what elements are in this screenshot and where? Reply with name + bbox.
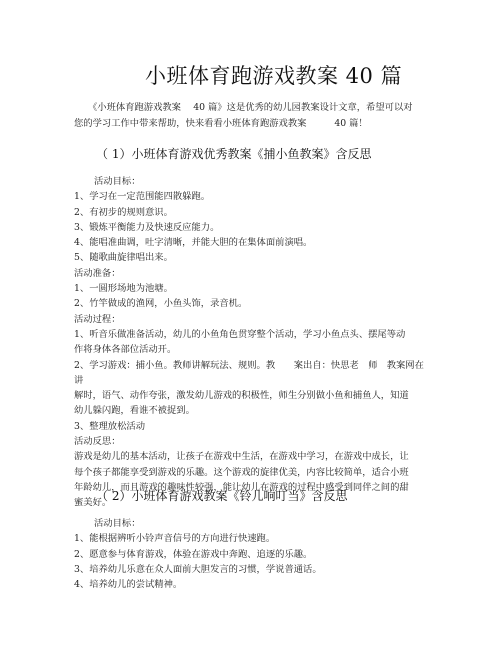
section-1-line: 3、锻炼平衡能力及快速反应能力。: [74, 221, 220, 233]
section-1-line: 1、学习在一定范围能四散躲跑。: [74, 191, 211, 203]
section-1-line: 活动目标：: [94, 176, 141, 187]
section-1-line: 活动准备：: [74, 267, 121, 279]
intro-line-2: 您的学习工作中带来帮助，快来看看小班体育跑游戏教案 40 篇！: [74, 117, 368, 129]
intro-paragraph: [74, 100, 424, 131]
intro-line-1: 《小班体育跑游戏教案 40 篇》这是优秀的幼儿园教案设计文章，希望可以对: [88, 102, 413, 113]
section-1-line: 活动反思：: [74, 436, 121, 448]
section-heading-1: （ 1）小班体育游戏优秀教案《捕小鱼教案》含反思: [96, 147, 372, 161]
section-1-line: 1、听音乐做准备活动，幼儿的小鱼角色贯穿整个活动，学习小鱼点头、摆尾等动: [74, 328, 406, 340]
section-1-line: 年龄幼儿，而且游戏的趣味性较强，能让幼儿在游戏的过程中感受到同伴之间的甜: [74, 481, 409, 493]
section-1-line: 作将身体各部位活动开。: [74, 344, 177, 356]
section-1-line: 2、有初步的规则意识。: [74, 206, 173, 218]
section-1-line: 蜜美好。: [74, 497, 112, 509]
section-1-line: 1、一圆形场地为池塘。: [74, 283, 173, 295]
section-body-2: [74, 516, 424, 592]
section-2-line: 1、能根据辨听小铃声音信号的方向进行快速跑。: [74, 533, 276, 545]
section-2-line: 3、培养幼儿乐意在众人面前大胆发言的习惯，学说普通话。: [74, 563, 322, 575]
section-1-line: 解时，语气、动作夸张，激发幼儿游戏的积极性，师生分别做小鱼和捕鱼人，知道: [74, 390, 409, 402]
section-1-line: 5、随歌曲旋律唱出来。: [74, 252, 173, 264]
section-2-line: 4、培养幼儿的尝试精神。: [74, 579, 183, 591]
section-1-line: 活动过程：: [74, 313, 121, 325]
section-2-line: 活动目标：: [94, 518, 141, 529]
section-1-line: 2、竹竿做成的渔网，小鱼头饰，录音机。: [74, 298, 248, 310]
section-1-line: 2、学习游戏：捕小鱼。教师讲解玩法、规则。教 案出自：快思老 师 教案网在: [74, 359, 424, 371]
section-1-line: 讲: [74, 374, 84, 386]
section-heading-2: （ 2）小班体育游戏教案《铃儿响叮当》含反思: [96, 489, 348, 503]
section-1-line: 幼儿躲闪跑，看谁不被捉到。: [74, 405, 195, 417]
section-1-line: 每个孩子都能享受到游戏的乐趣。这个游戏的旋律优美，内容比较简单，适合小班: [74, 466, 409, 478]
section-1-line: 3、整理放松活动: [74, 420, 145, 432]
document-title: 小班体育跑游戏教案 40 篇: [145, 64, 403, 88]
section-1-line: 游戏是幼儿的基本活动，让孩子在游戏中生活，在游戏中学习，在游戏中成长，让: [74, 451, 409, 463]
section-1-line: 4、能唱准曲调，吐字清晰，并能大胆的在集体面前演唱。: [74, 237, 313, 249]
section-body-1: [74, 174, 424, 511]
section-2-line: 2、愿意参与体育游戏，体验在游戏中奔跑、追逐的乐趣。: [74, 548, 313, 560]
